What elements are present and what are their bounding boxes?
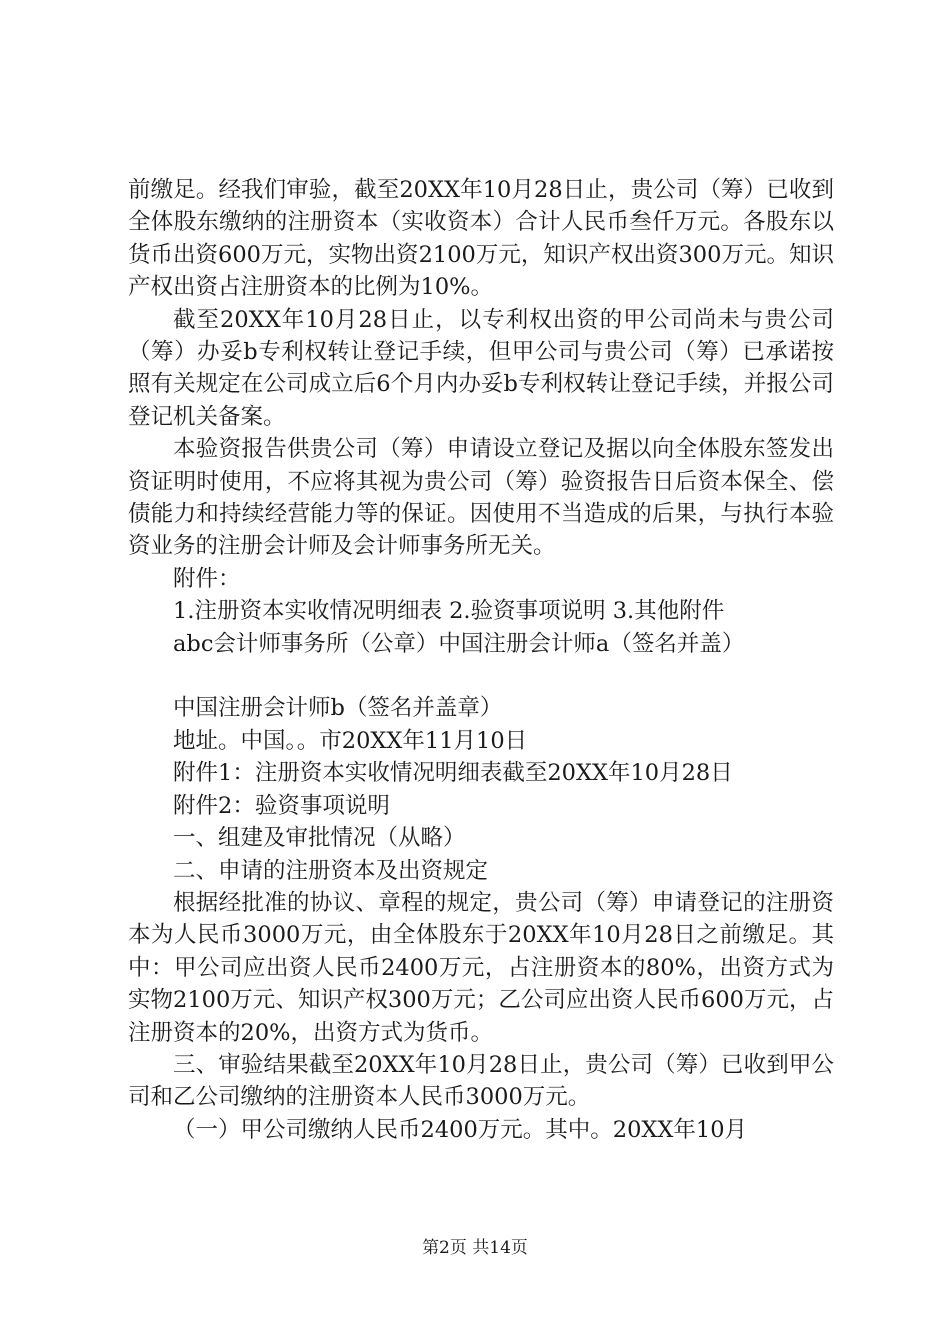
attachments-list: 1.注册资本实收情况明细表 2.验资事项说明 3.其他附件	[173, 598, 725, 625]
attachment-1-title: 附件1：注册资本实收情况明细表截至20XX年10月28日	[173, 760, 733, 787]
paragraph-report-usage: 本验资报告供贵公司（筹）申请设立登记及据以向全体股东签发出资证明时使用，不应将其视为贵公司（筹）验资报告日后资本保全、偿债能力和持续经营能力等的保证。因使用不当造成的后果，与执行本验资业务的注册会计师及会计师事务所无关。	[128, 436, 834, 560]
attachment-2-title: 附件2：验资事项说明	[173, 792, 390, 819]
paragraph-verification-summary: 前缴足。经我们审验，截至20XX年10月28日止，贵公司（筹）已收到全体股东缴纳的注册资本（实收资本）合计人民币叁仟万元。各股东以货币出资600万元，实物出资2100万元，知识产权出资300万元。知识产权出资占注册资本的比例为10%。	[128, 177, 834, 301]
accountant-b-signature: 中国注册会计师b（签名并盖章）	[173, 695, 503, 722]
paragraph-capital-requirements: 根据经批准的协议、章程的规定，贵公司（筹）申请登记的注册资本为人民币3000万元，由全体股东于20XX年10月28日之前缴足。其中：甲公司应出资人民币2400万元，占注册资本的80%，出资方式为实物2100万元、知识产权300万元；乙公司应出资人民币600万元，占注册资本的20%，出资方式为货币。	[128, 889, 834, 1046]
paragraph-company-a-payment: （一）甲公司缴纳人民币2400万元。其中。20XX年10月	[173, 1116, 748, 1143]
paragraph-patent-transfer: 截至20XX年10月28日止，以专利权出资的甲公司尚未与贵公司（筹）办妥b专利权转让登记手续，但甲公司与贵公司（筹）已承诺按照有关规定在公司成立后6个月内办妥b专利权转让登记手续，并报公司登记机关备案。	[128, 306, 834, 430]
page-number-footer: 第2页 共14页	[422, 1238, 528, 1258]
paragraph-verification-result: 三、审验结果截至20XX年10月28日止，贵公司（筹）已收到甲公司和乙公司缴纳的注册资本人民币3000万元。	[128, 1051, 834, 1111]
document-body	[128, 174, 834, 1146]
attachments-heading: 附件：	[173, 565, 241, 592]
section-2-heading: 二、申请的注册资本及出资规定	[173, 857, 489, 884]
address-date-line: 地址。中国。。市20XX年11月10日	[173, 727, 528, 754]
firm-signature-line: abc会计师事务所（公章）中国注册会计师a（签名并盖）	[173, 630, 745, 657]
blank-line	[128, 660, 834, 692]
section-1-heading: 一、组建及审批情况（从略）	[173, 825, 466, 852]
